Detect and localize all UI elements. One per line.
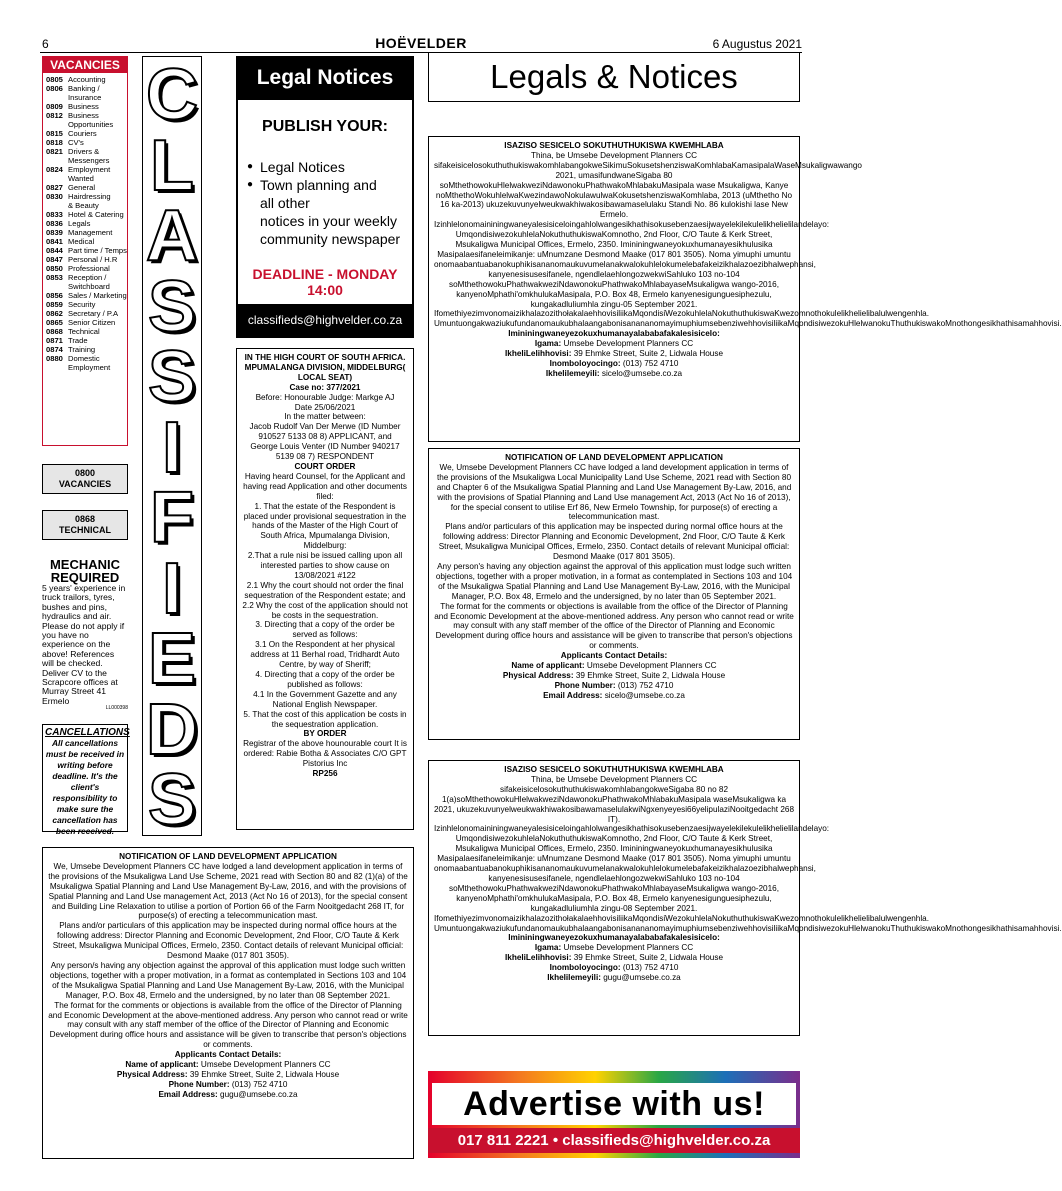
- court-line: 5. That the cost of this application be costs in the sequestration application.: [243, 709, 407, 729]
- vacancy-code: 0844: [46, 246, 63, 255]
- contact-line: [48, 1090, 408, 1100]
- notice-types-list: [260, 158, 412, 248]
- classifieds-letter: S: [147, 266, 197, 347]
- vacancy-label: Part time / Temps: [68, 246, 127, 255]
- vacancy-item: [46, 75, 127, 84]
- contact-line: [48, 1060, 408, 1070]
- vacancy-label: Reception / Switchboard: [68, 273, 110, 291]
- contact-label: Email Address:: [543, 690, 603, 700]
- cancellations-title: CANCELLATIONS: [45, 727, 130, 738]
- classifieds-letter: E: [147, 619, 197, 699]
- contact-value: Umsebe Development Planners CC: [586, 661, 717, 671]
- advertise-contact: 017 811 2221 • classifieds@highvelder.co.za: [428, 1128, 800, 1153]
- mechanic-ad: [42, 558, 128, 714]
- contact-label: Physical Address:: [116, 1069, 188, 1079]
- vacancy-code: 0833: [46, 210, 63, 219]
- vacancy-item: [46, 300, 127, 309]
- contact-title: Imininingwaneyezokuxhumanayalababafakalesisicelo:: [508, 329, 720, 339]
- vacancy-label: Technical: [68, 327, 100, 336]
- notice-paragraph: Any person's having any objection against the approval of this application must lodge such written objections, together with a proper motivation, in a format as contemplated in Sections 103 and 104 of the Msukaligwa Spatial Planning and Land Use Management By-Law, 2016, with the Municipal Manager, P.O. Box 48, Ermelo and the undersigned, by no later than 05 September 2021.: [435, 561, 793, 601]
- vacancy-label: General: [68, 183, 96, 192]
- vacancy-label: Legals: [68, 219, 91, 228]
- advertise-banner[interactable]: [428, 1071, 800, 1158]
- vacancy-label: Domestic Employment: [68, 354, 111, 372]
- vacancy-item: [46, 129, 127, 138]
- notice-title: ISAZISO SESICELO SOKUTHUTHUKISWA KWEMHLABA: [504, 141, 724, 150]
- legals-notices-heading: Legals & Notices: [428, 52, 800, 102]
- contact-line: [434, 359, 794, 369]
- cancellations-notice: [42, 724, 130, 836]
- court-line: Registrar of the above hounourable court It is ordered: Rabie Botha & Associates C/O GPT Pistorius Inc: [243, 739, 407, 769]
- vacancy-code: 0859: [46, 300, 63, 309]
- vacancy-code: 0856: [46, 291, 63, 300]
- contact-label: IkheliLelihhovisi:: [505, 349, 572, 359]
- notice-paragraph: We, Umsebe Development Planners CC have lodged a land development application in terms of the provisions of the Msukaligwa Local Municipality Land Use Scheme, 2021 read with Section 80 and Chapter 6 of the Msukaligwa Spatial Planning and Land Use Management By-Law, 2016, and with the provisions of Spatial Planning and Land Use management Act, 2013 (Act No 16 of 2013), for the special consent to utilise Erf 86, New Ermelo Township, for purpose(s) of erecting a telecommunication mast.: [436, 462, 792, 522]
- contact-line: [434, 339, 794, 349]
- vacancy-code: 0853: [46, 273, 63, 282]
- notice-title: ISAZISO SESICELO SOKUTHUTHUKISWA KWEMHLABA: [504, 765, 724, 774]
- category-label: TECHNICAL: [59, 525, 111, 535]
- category-code: 0800: [74, 468, 96, 478]
- contact-line: [434, 963, 794, 973]
- vacancies-index-title: VACANCIES: [43, 57, 127, 73]
- vacancy-item: [46, 138, 127, 147]
- vacancy-item: [46, 237, 127, 246]
- contact-value: (013) 752 4710: [622, 963, 679, 973]
- vacancy-label: Business Opportunities: [68, 111, 114, 129]
- vacancy-code: 0836: [46, 219, 63, 228]
- contact-value: (013) 752 4710: [622, 358, 679, 368]
- notice-type: all other: [260, 195, 310, 211]
- notice-paragraph: The format for the comments or objections is available from the office of the Director of Planning and Economic Development at the above-mentioned address. Any person who cannot read or write may consult with any staff member of the office of the Director of Planning and Economic Development during office hours and assistance will be given to transcribe that person's objections or comments.: [434, 601, 794, 651]
- vacancy-label: Security: [68, 300, 96, 309]
- vacancy-label: Personal / H.R: [68, 255, 118, 264]
- vacancy-item: [46, 219, 127, 228]
- vacancy-item: [46, 192, 127, 210]
- notice-paragraph: Plans and/or particulars of this application may be inspected during normal office hours at the following address: Director Planning and Economic Development, 2nd Floor, C/O Taute & Kerk Street, Msukaligwa Municipal Offices, Ermelo, 2350. Contact details of relevant Municipal official: Desmond Maake (017 801 3505).: [52, 921, 404, 961]
- category-label: VACANCIES: [58, 479, 112, 489]
- contact-value: Umsebe Development Planners CC: [563, 339, 694, 349]
- court-line: Case no: 377/2021: [289, 382, 361, 392]
- vacancy-item: [46, 291, 127, 300]
- classifieds-email[interactable]: classifieds@highvelder.co.za: [238, 304, 412, 336]
- court-line: Having heard Counsel, for the Applicant and having read Application and other documents filed:: [243, 471, 407, 501]
- court-line: 4. Directing that a copy of the order be published as follows:: [255, 670, 395, 689]
- contact-line: [434, 691, 794, 701]
- court-line: 2.1 Why the court should not order the final sequestration of the Respondent estate; and: [244, 580, 406, 600]
- notice-body: Thina, be Umsebe Development Planners CC sifakeisicelosokuthuthukiswakomhlabangokweSikimuSokusetshenziswaKomhlabaKamasipalaWaseMsukaligwawango 2021, umasifundwaneSigaba 80 soMthethowokuHlelwakweziNdawonokuPhathwakoMhlabakuMasipala wase Msukaligwa, Kanye noMthethoWokuhlelwaKwezindawoNokulawulwaKokusetshenziswaKomhlaba, 2013 (uMthetho No 16 ka-2013) ukuzekuvunyelweukwakhiwakosibawamaselulaku Standi No. 86 kulokishi lase New Ermelo. Izinhlelonomaininingwaneyalesisiceloingahlolwangesikhathisokusebenzaesijwayelekilekulelikhelielilandelayo: UmqondisiwezokuhlelaNokuthuthukiswaKomnotho, 2nd Floor, C/O Taute & Kerk Street, Msukaligwa Municipal Offices, Ermelo, 2350. Imininingwaneyokuxhumanayesikhulusika Masipalaesifaneleimikanje: uMnumzane Desmond Maake (017 801 3505). Noma yimuphi umuntu onomaabantuabanokuphikisananomaukuvumelanakwalokuhlelokumelebafakeizikhalazoezibhalwephansi, kanyenesisusesifanele, ngendlelaehlongozwekwiSahluko 103 no-104 soMthethowokuPhathwakweziNdawonokuPhathwakoMhlabayaseMsukaligwa wango-2016, kanyenoMphathi'omkhulukaMasipala, P.O. Box 48, Ermelo kanyenesigunguesiphezulu, kungakadluliumhla zingu-05 September 2021. IfomethiyezimvonomaizikhalazozithołakalaehhovisiliikaMqondisiWezokuhlelaNokuthuthukiswaKwezomnothokulelikhelielibalulwengenhla. UmuntuongakwaziukufundanomaukubhalaangabonisanananomayimuphiumsebenziwehhovisiliikaMqondisiwezokuHlelwanokuThuthukiswakoMnothongesikhathisamahhovisi.: [434, 150, 1062, 329]
- high-court-notice: [236, 348, 414, 830]
- contact-label: Name of applicant:: [125, 1060, 199, 1070]
- vacancies-index: [42, 56, 128, 446]
- vacancy-label: Professional: [68, 264, 110, 273]
- vacancy-code: 0821: [46, 147, 63, 156]
- vacancy-item: [46, 111, 127, 129]
- land-development-notice-1: [428, 448, 800, 740]
- court-line: George Louis Venter (ID Number 940217 5139 08 7) RESPONDENT: [250, 442, 400, 462]
- cancellations-body: All cancellations must be received in writing before deadline. It's the client's responsibility to make sure the cancellation has been received.: [45, 738, 125, 836]
- contact-value: Umsebe Development Planners CC: [563, 943, 694, 953]
- court-line: COURT ORDER: [294, 461, 356, 471]
- contact-value: sicelo@umsebe.co.za: [604, 690, 685, 700]
- vacancy-label: Sales / Marketing: [68, 291, 127, 300]
- vacancy-item: [46, 327, 127, 336]
- vacancy-item: [46, 345, 127, 354]
- court-line: 2.That a rule nisi be issued calling upon all interested parties to show cause on 13/08/2021 #122: [247, 551, 403, 580]
- vacancy-label: Couriers: [68, 129, 97, 138]
- vacancy-code: 0850: [46, 264, 63, 273]
- notice-type: community newspaper: [260, 231, 401, 247]
- notice-paragraph: The format for the comments or objections is available from the office of the Director of Planning and Economic Development at the above-mentioned address. Any person who cannot read or write may consult with any staff member of the office of the Director of Planning and Economic Development during office hours and assistance will be given to transcribe that person's objections or comments.: [48, 1000, 408, 1050]
- vacancy-label: Business: [68, 102, 99, 111]
- classifieds-letter: S: [147, 337, 197, 417]
- court-line: 2.2 Why the cost of the application should not be costs in the sequestration.: [242, 600, 408, 620]
- vacancy-label: Trade: [68, 336, 88, 345]
- vacancy-code: 0862: [46, 309, 63, 318]
- publish-your-heading: PUBLISH YOUR:: [262, 118, 388, 135]
- category-box-0800: [42, 464, 128, 494]
- contact-label: Igama:: [534, 943, 562, 953]
- vacancy-item: [46, 264, 127, 273]
- vacancy-code: 0824: [46, 165, 63, 174]
- notice-title: NOTIFICATION OF LAND DEVELOPMENT APPLICATION: [505, 453, 723, 462]
- vacancy-code: 0847: [46, 255, 63, 264]
- vacancy-label: Training: [68, 345, 96, 354]
- vacancy-item: [46, 246, 127, 255]
- issue-date: 6 Augustus 2021: [712, 37, 802, 51]
- contact-line: [434, 349, 794, 359]
- vacancy-code: 0880: [46, 354, 63, 363]
- contact-title: Applicants Contact Details:: [174, 1050, 282, 1060]
- vacancy-item: [46, 354, 127, 372]
- classifieds-letter: F: [150, 478, 194, 558]
- vacancy-code: 0841: [46, 237, 63, 246]
- contact-value: 39 Ehmke Street, Suite 2, Lidwala House: [573, 349, 723, 359]
- contact-label: Email Address:: [158, 1089, 218, 1099]
- contact-title: Applicants Contact Details:: [560, 651, 668, 661]
- vacancy-item: [46, 228, 127, 237]
- contact-value: gugu@umsebe.co.za: [603, 973, 681, 983]
- newspaper-name: HOËVELDER: [375, 35, 467, 51]
- vacancy-item: [46, 147, 127, 165]
- classifieds-letter: I: [161, 548, 182, 629]
- contact-line: [434, 943, 794, 953]
- court-line: Jacob Rudolf Van Der Merwe (ID Number 910527 5133 08 8) APPLICANT, and: [249, 422, 401, 442]
- vacancy-code: 0830: [46, 192, 63, 201]
- contact-label: IkheliLelihhovisi:: [505, 953, 572, 963]
- vacancy-item: [46, 165, 127, 183]
- isaziso-notice-1: [428, 136, 1062, 442]
- vacancy-label: Management: [68, 228, 113, 237]
- vacancy-label: Medical: [68, 237, 95, 246]
- vacancy-item: [46, 255, 127, 264]
- vacancy-label: Hairdressing & Beauty: [68, 192, 111, 210]
- contact-label: Phone Number:: [554, 680, 616, 690]
- vacancy-item: [46, 210, 127, 219]
- vacancy-code: 0809: [46, 102, 63, 111]
- vacancy-code: 0806: [46, 84, 63, 93]
- classifieds-letter: I: [161, 407, 182, 488]
- contact-line: [48, 1080, 408, 1090]
- vacancy-code: 0874: [46, 345, 63, 354]
- vacancy-label: Employment Wanted: [68, 165, 111, 183]
- vacancy-label: Senior Citizen: [68, 318, 116, 327]
- notice-title: NOTIFICATION OF LAND DEVELOPMENT APPLICATION: [119, 852, 337, 861]
- mechanic-ad-ref: LL000398: [105, 705, 128, 712]
- notice-type: ● Legal Notices: [260, 158, 412, 176]
- vacancy-label: CV's: [68, 138, 84, 147]
- contact-value: (013) 752 4710: [231, 1079, 288, 1089]
- vacancy-item: [46, 336, 127, 345]
- contact-line: [434, 671, 794, 681]
- notice-body: Thina, be Umsebe Development Planners CC sifakeisicelosokuthuthukiswakomhlabangokweSigaba 80 no 82 1(a)soMthethowokuHlelwakweziNdawonokuPhathwakoMhlabakuMasipala waseMsukaligwa ka 2021, ukuzekuvunyelweukwakhiwakosibawamaselulakwiNgxenyeyesi66yelipulaziNooitgedacht 268 IT). Izinhlelonomaininingwaneyalesisiceloingahlolwangesikhathisokusebenzaesijwayelekilekulelikhelielilandelayo: UmqondisiwezokuhlelaNokuthuthukiswaKomnotho, 2nd Floor, C/O Taute & Kerk Street, Msukaligwa Municipal Offices, Ermelo, 2350. Imininingwaneyokuxhumanayesikhulusika Masipalaesifaneleimikanje: uMnumzane Desmond Maake (017 801 3505). Noma yimuphi umuntu onomaabantuabanokuphikisananomaukuvumelanakwalokuhlelokumelebafakeizikhalazoezibhalwephansi, kanyenesisusesifanele, ngendlelaehlongozwekwiSahluko 103 no-104 soMthethowokuPhathwakweziNdawonokuPhathwakoMhlabayaseMsukaligwa wango-2016, kanyenoMphathi'omkhulukaMasipala, P.O. Box 48, Ermelo kanyenesigunguesiphezulu, kungakadluliumhla zingu-08 September 2021. IfomethiyezimvonomaizikhalazozithołakalaehhovisiliikaMqondisiWezokuhlelaNokuthuthukiswaKwezomnothokulelikhelielibalulwengenhla. UmuntuongakwaziukufundanomaukubhalaangabonisanananomayimuphiumsebenziwehhovisiliikaMqondisiwezokuHlelwanokuThuthukiswakoMnothongesikhathisamahhovisi.: [434, 774, 1062, 933]
- vacancy-label: Accounting: [68, 75, 106, 84]
- vacancy-label: Banking / Insurance: [68, 84, 102, 102]
- notice-type: ● Town planning and: [260, 176, 412, 194]
- court-line: IN THE HIGH COURT OF SOUTH AFRICA. MPUMALANGA DIVISION, MIDDELBURG( LOCAL SEAT): [244, 353, 406, 382]
- classifieds-vertical-banner: [142, 55, 202, 840]
- category-box-0868: [42, 510, 128, 540]
- vacancy-item: [46, 84, 127, 102]
- classifieds-letter: S: [147, 760, 197, 840]
- notice-paragraph: Plans and/or particulars of this application may be inspected during normal office hours at the following address: Director Planning and Economic Development, 2nd Floor, C/O Taute & Kerk Street, Msukaligwa Municipal Offices, Ermelo, 2350. Contact details of relevant Municipal official: Desmond Maake (017 801 3505).: [438, 522, 790, 562]
- contact-value: 39 Ehmke Street, Suite 2, Lidwala House: [573, 953, 723, 963]
- page-number: 6: [42, 37, 49, 51]
- contact-value: 39 Ehmke Street, Suite 2, Lidwala House: [575, 670, 726, 680]
- advertise-headline: Advertise with us!: [432, 1083, 796, 1125]
- contact-label: Phone Number:: [168, 1079, 230, 1089]
- contact-line: [434, 661, 794, 671]
- contact-label: Ikhelilemeyili:: [545, 368, 600, 378]
- mechanic-ad-body: 5 years' experience in truck trailors, tyres, bushes and pins, hydraulics and air. Please do not apply if you have no experience on the above! References will be checked. Deliver CV to the Scrapcore offices at Murray Street 41 Ermelo: [42, 583, 126, 706]
- court-line: RP256: [312, 769, 338, 779]
- contact-line: [434, 973, 794, 983]
- contact-title: Imininingwaneyezokuxhumanayalababafakalesisicelo:: [508, 933, 720, 943]
- vacancy-code: 0818: [46, 138, 63, 147]
- court-line: 4.1 In the Government Gazette and any National English Newspaper.: [253, 689, 397, 709]
- contact-value: gugu@umsebe.co.za: [220, 1089, 298, 1099]
- contact-value: (013) 752 4710: [617, 680, 674, 690]
- classifieds-letter: D: [146, 689, 198, 770]
- contact-label: Inomboloyocingo:: [549, 963, 621, 973]
- vacancy-item: [46, 102, 127, 111]
- contact-line: [434, 369, 794, 379]
- vacancy-label: Secretary / P.A: [68, 309, 119, 318]
- contact-label: Igama:: [534, 339, 562, 349]
- contact-label: Physical Address:: [502, 670, 574, 680]
- vacancy-label: Drivers & Messengers: [68, 147, 110, 165]
- vacancy-code: 0839: [46, 228, 63, 237]
- vacancy-code: 0865: [46, 318, 63, 327]
- notice-paragraph: We, Umsebe Development Planners CC have lodged a land development application in terms of the provisions of the Msukaligwa Land Use Scheme, 2021 read with Section 80 and 82 (1)(a) of the Msukaligwa Spatial Planning and Land Use Management By-Law, 2016, and with the provisions of Spatial Planning and Land Use management Act, 2013 (Act No 16 of 2013), for the special consent and Building Line Relaxation to utilise a portion of Portion 66 of the Farm Nooitgedacht 268 IT, for purpose(s) of erecting a telecommunication mast.: [48, 861, 408, 921]
- contact-label: Ikhelilemeyili:: [547, 973, 601, 983]
- vacancy-code: 0871: [46, 336, 63, 345]
- vacancy-item: [46, 183, 127, 192]
- notice-type: notices in your weekly: [260, 213, 397, 229]
- category-code: 0868: [74, 514, 96, 524]
- vacancy-code: 0812: [46, 111, 63, 120]
- classifieds-letter: L: [150, 125, 194, 206]
- contact-value: Umsebe Development Planners CC: [200, 1060, 331, 1070]
- court-line: Date 25/06/2021: [294, 402, 356, 412]
- vacancy-code: 0805: [46, 75, 63, 84]
- court-line: 3. Directing that a copy of the order be served as follows:: [255, 620, 395, 640]
- contact-value: sicelo@umsebe.co.za: [601, 368, 683, 378]
- vacancies-list: [46, 75, 127, 372]
- contact-label: Inomboloyocingo:: [549, 358, 621, 368]
- contact-line: [434, 953, 794, 963]
- court-line: BY ORDER: [303, 729, 347, 739]
- isaziso-notice-2: [428, 760, 1062, 1036]
- legal-notices-promo: [236, 56, 414, 338]
- land-development-notice-2: [42, 847, 414, 1159]
- legal-notices-title: Legal Notices: [238, 58, 412, 100]
- court-line: In the matter between:: [284, 412, 366, 422]
- court-line: Before: Honourable Judge: Markge AJ: [255, 392, 395, 402]
- contact-line: [48, 1070, 408, 1080]
- vacancy-item: [46, 309, 127, 318]
- vacancy-item: [46, 318, 127, 327]
- court-line: 1. That the estate of the Respondent is placed under provisional sequestration in the hands of the Master of the High Court of South Africa, Mpumalanga Division, Middelburg:: [243, 501, 407, 551]
- vacancy-code: 0815: [46, 129, 63, 138]
- classifieds-letter: C: [146, 55, 198, 135]
- page-header: [40, 35, 802, 53]
- vacancy-label: Hotel & Catering: [68, 210, 124, 219]
- classifieds-letter: A: [146, 196, 198, 276]
- contact-line: [434, 681, 794, 691]
- contact-value: 39 Ehmke Street, Suite 2, Lidwala House: [189, 1069, 340, 1079]
- notice-paragraph: Any person/s having any objection against the approval of this application must lodge such written objections, together with a proper motivation, in a format as contemplated in Sections 103 and 104 of the Msukaligwa Spatial Planning and Land Use Management By-Law, 2016, with the Municipal Manager, P.O. Box 48, Ermelo and the undersigned, by no later than 08 September 2021.: [49, 960, 407, 1000]
- vacancy-code: 0868: [46, 327, 63, 336]
- court-line: 3.1 On the Respondent at her physical address at 11 Berhal road, Tridhardt Auto Centre, by way of Sheriff;: [250, 640, 400, 670]
- vacancy-item: [46, 273, 127, 291]
- mechanic-ad-title: MECHANIC REQUIRED: [49, 557, 121, 585]
- deadline-text: DEADLINE - MONDAY 14:00: [238, 266, 412, 309]
- contact-label: Name of applicant:: [511, 661, 585, 671]
- vacancy-code: 0827: [46, 183, 63, 192]
